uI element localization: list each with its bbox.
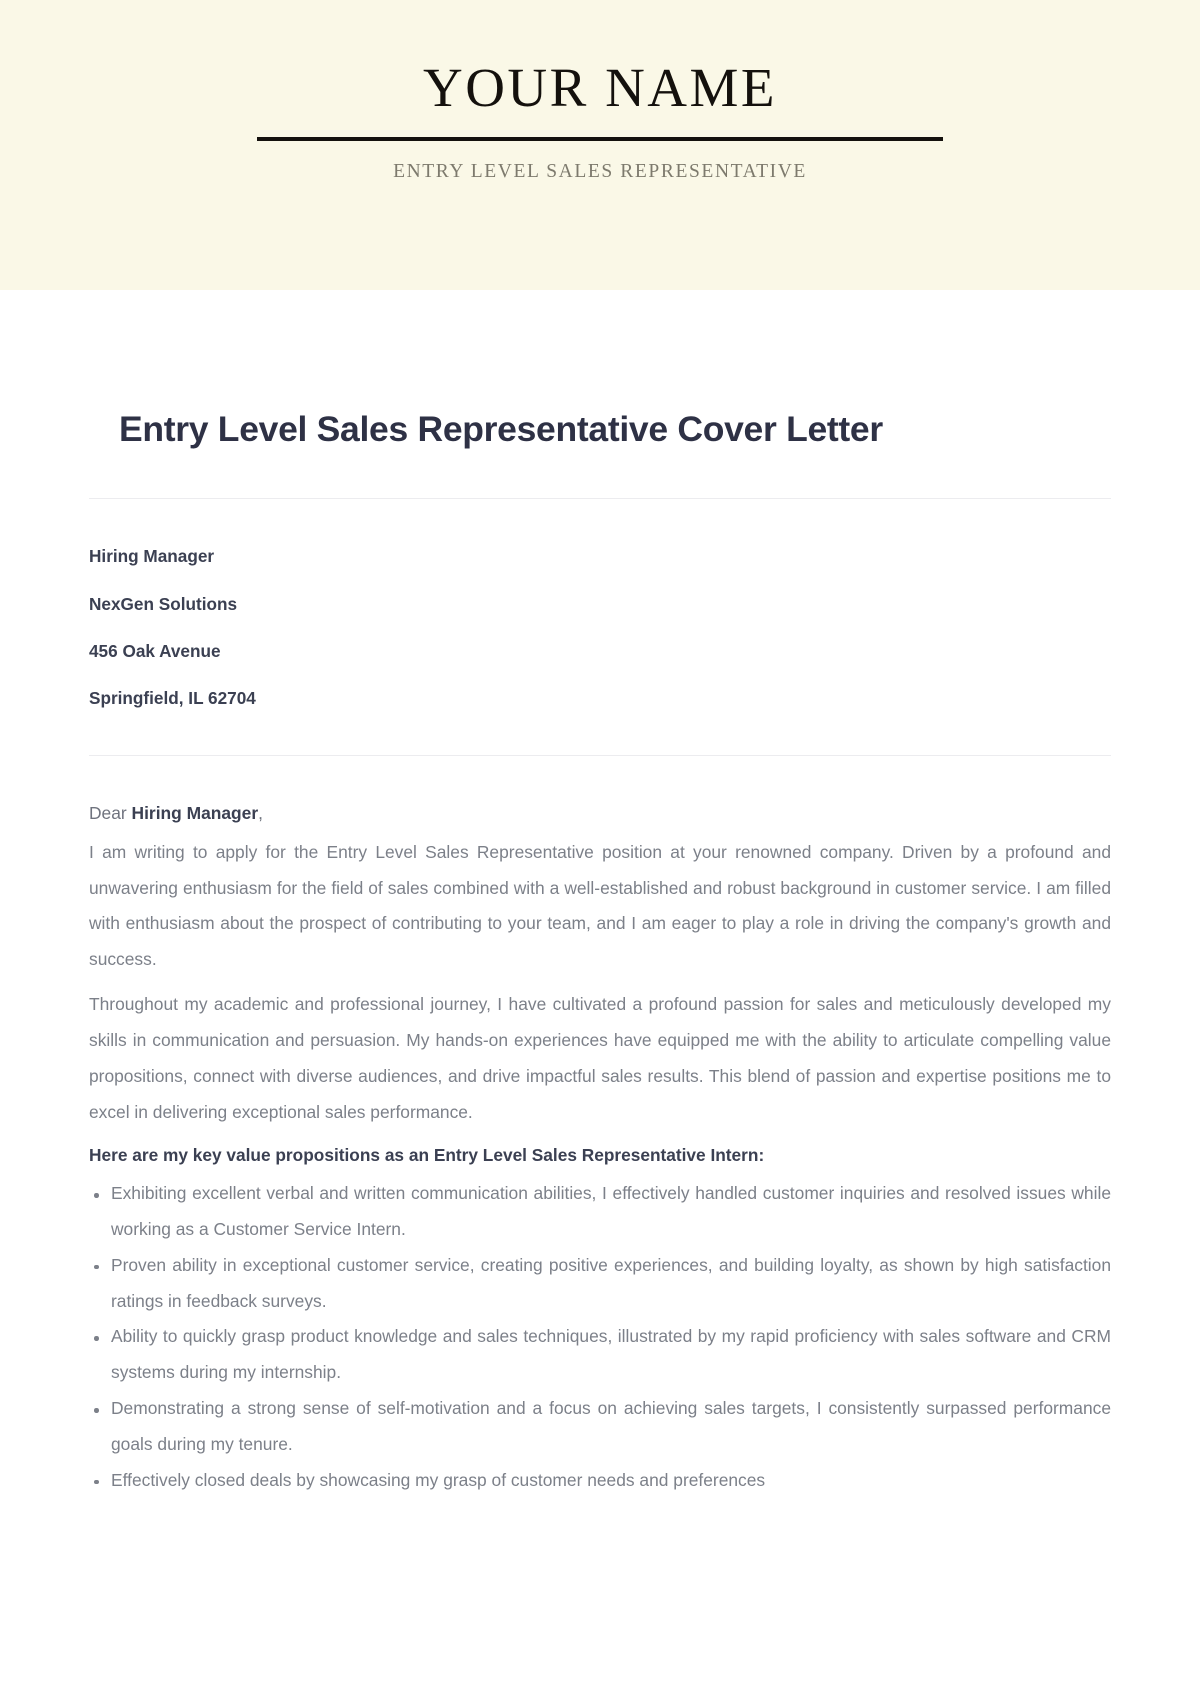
list-item: Ability to quickly grasp product knowledge and sales techniques, illustrated by my rapid proficiency with sales software and CRM systems during my internship. [89,1319,1111,1391]
recipient-line-name: Hiring Manager [89,546,215,567]
recipient-line-street: 456 Oak Avenue [89,640,221,661]
recipient-divider [89,755,1111,756]
body-paragraph-2: Throughout my academic and professional journey, I have cultivated a profound passion for sales and meticulously developed my skills in communication and persuasion. My hands-on experiences have equipped me with the ability to articulate compelling value propositions, connect with diverse audiences, and drive impactful sales results. This blend of passion and expertise positions me to excel in delivering exceptional sales performance. [89,994,1111,1122]
list-item: Demonstrating a strong sense of self-motivation and a focus on achieving sales targets, I consistently surpassed performance goals during my tenure. [89,1391,1111,1463]
candidate-job-title: ENTRY LEVEL SALES REPRESENTATIVE [393,161,807,183]
letterhead-divider-rule [257,137,943,141]
salutation-suffix: , [258,803,263,824]
candidate-name: YOUR NAME [422,57,778,118]
letterhead-banner [0,0,1200,290]
value-propositions-list [89,1176,1111,1499]
letter-content [0,407,1200,1499]
salutation [89,802,1111,825]
title-divider [89,498,1111,499]
list-item: Effectively closed deals by showcasing my grasp of customer needs and preferences [89,1463,1111,1499]
list-item: Exhibiting excellent verbal and written communication abilities, I effectively handled customer inquiries and resolved issues while working as a Customer Service Intern. [89,1176,1111,1248]
recipient-address-block [89,548,1111,707]
value-propositions-heading: Here are my key value propositions as an Entry Level Sales Representative Intern: [89,1145,765,1166]
page-title: Entry Level Sales Representative Cover Letter [119,409,883,449]
recipient-line-city-state-zip: Springfield, IL 62704 [89,687,256,708]
salutation-recipient: Hiring Manager [131,803,259,824]
salutation-prefix: Dear [89,803,132,824]
body-paragraph-1: I am writing to apply for the Entry Level Sales Representative position at your renowned company. Driven by a profound and unwavering enthusiasm for the field of sales combined with a well-established and robust background in customer service. I am filled with enthusiasm about the prospect of contributing to your team, and I am eager to play a role in driving the company's growth and success. [89,841,1111,970]
recipient-line-company: NexGen Solutions [89,593,238,614]
list-item: Proven ability in exceptional customer service, creating positive experiences, and building loyalty, as shown by high satisfaction ratings in feedback surveys. [89,1248,1111,1320]
